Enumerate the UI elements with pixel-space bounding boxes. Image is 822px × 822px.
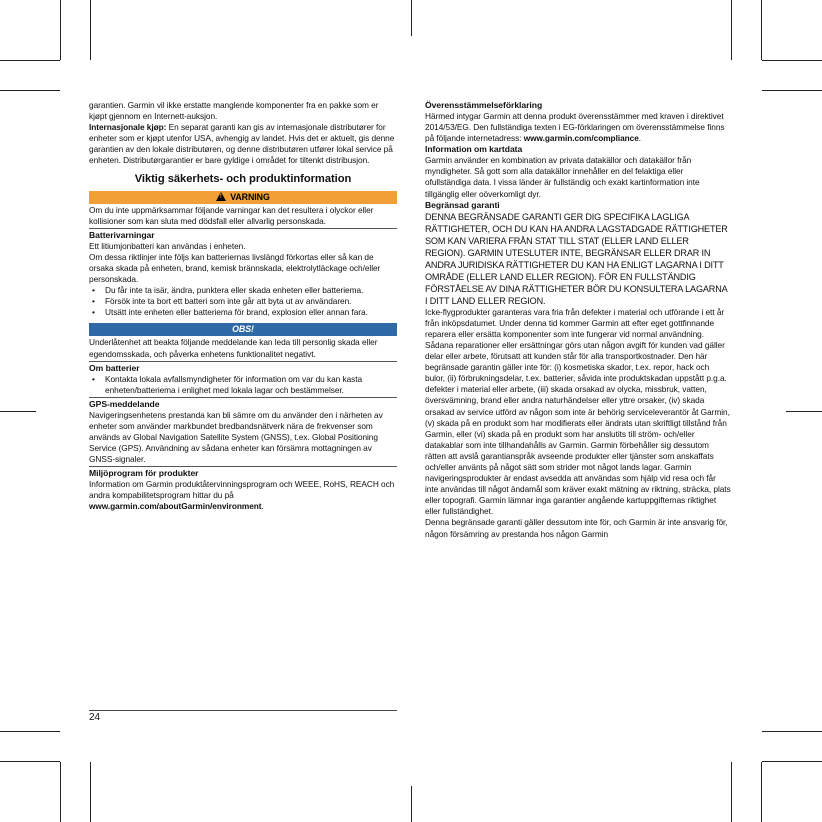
crop-mark (0, 761, 60, 762)
left-column (89, 100, 397, 513)
environment-section (89, 466, 397, 512)
international-purchases (89, 122, 397, 166)
footer-rule (89, 710, 397, 711)
about-batteries-title: Om batterier (89, 362, 140, 373)
crop-mark (0, 411, 36, 412)
conformity-end: . (638, 133, 642, 144)
crop-mark (411, 786, 412, 822)
warranty-intro: garantien. Garmin vil ikke erstatte manglende komponenter fra en pakke som er kjøpt gjennom en Internett-auksjon. (89, 100, 379, 122)
map-data-text: Garmin använder en kombination av privata datakällor och datakällor från myndigheter. Så gott som alla datakällor innehåller en del felaktiga eller ofullständiga data. I vissa länder är fullständig och exakt kartinformation inte tillgänglig eller oöverkomligt dyr. (425, 155, 700, 199)
gps-title: GPS-meddelande (89, 398, 160, 409)
crop-mark (0, 60, 60, 61)
limited-warranty-title: Begränsad garanti (425, 199, 500, 210)
crop-mark (761, 0, 762, 60)
crop-mark (90, 0, 91, 60)
crop-mark (762, 60, 822, 61)
list-item: • Du får inte ta isär, ändra, punktera eller skada enheten eller batteriema. (89, 285, 397, 296)
note-banner (89, 323, 397, 336)
conformity-link[interactable]: www.garmin.com/compliance (523, 133, 639, 144)
gps-text: Navigeringsenhetens prestanda kan bli sämre om du använder den i närheten av enheter som använder markbundet bredbandsnätverk nära de frekvenser som används av Global Navigation Satellite System (GNSS), t.ex. Global Positioning Service (GPS). Användning av sådana enheter kan försämra mottagningen av GNSS-signaler. (89, 409, 383, 465)
note-text: Underlåtenhet att beakta följande meddelande kan leda till personlig skada eller egendomsskada, och påverka enhetens funktionalitet negativt. (89, 337, 378, 359)
crop-mark (762, 90, 822, 91)
conformity-text (425, 111, 731, 144)
conformity-title: Överensstämmelseförklaring (425, 100, 543, 110)
batteries-list (89, 374, 397, 396)
note-label: OBS! (232, 324, 254, 335)
environment-body: Information om Garmin produktåtervinningsprogram och WEEE, RoHS, REACH och andra kompabilitetsprogram hittar du på (89, 479, 395, 501)
right-column (425, 100, 731, 540)
warning-text: Om du inte uppmärksammar följande varningar kan det resultera i olyckor eller kollisioner som kan sluta med dödsfall eller allvarlig personskada. (89, 204, 374, 226)
map-data-title: Information om kartdata (425, 144, 523, 155)
crop-mark (411, 0, 412, 36)
battery-p1: Ett litiumjonbatteri kan användas i enheten. (89, 240, 246, 251)
crop-mark (762, 761, 822, 762)
warning-triangle-icon (216, 192, 226, 201)
limited-warranty-p2: Denna begränsade garanti gäller dessutom inte för, och Garmin är inte ansvarig för, någon försämring av prestanda hos någon Garmin (425, 517, 728, 539)
environment-text (89, 479, 397, 512)
crop-mark (60, 762, 61, 822)
list-item: • Försök inte ta bort ett batteri som inte går att byta ut av användaren. (89, 296, 397, 307)
crop-mark (0, 90, 60, 91)
limited-warranty-uppercase: DENNA BEGRÄNSADE GARANTI GER DIG SPECIFIKA LAGLIGA RÄTTIGHETER, OCH DU KAN HA ANDRA LAGSTADGADE RÄTTIGHETER SOM KAN VARIERA FRÅN STAT TILL STAT (ELLER LAND ELLER REGION). GARMIN UTESLUTER INTE, BEGRÄNSAR ELLER DRAR IN ANDRA JURIDISKA RÄTTIGHETER DU KAN HA ENLIGT LAGARNA I DITT OMRÅDE (ELLER LAND ELLER REGION). FÖR EN FULLSTÄNDIG FÖRSTÅELSE AV DINA RÄTTIGHETER BÖR DU KONSULTERA LAGARNA I DITT LAND ELLER REGION. (425, 211, 728, 306)
crop-mark (762, 731, 822, 732)
crop-mark (90, 762, 91, 822)
warning-label: VARNING (230, 191, 270, 202)
crop-mark (786, 411, 822, 412)
crop-mark (761, 762, 762, 822)
warning-banner (89, 191, 397, 204)
list-item: • Utsätt inte enheten eller batteriema för brand, explosion eller annan fara. (89, 307, 397, 318)
battery-warnings-section (89, 228, 397, 319)
environment-end: . (261, 501, 264, 512)
about-batteries-section (89, 361, 397, 396)
battery-warnings-title: Batterivarningar (89, 229, 155, 240)
international-label: Internasjonale kjøp: (89, 122, 167, 133)
list-item: • Kontakta lokala avfallsmyndigheter för information om var du kan kasta enheten/batteriema i enlighet med lokala lagar och bestämmelser. (89, 374, 397, 396)
gps-section (89, 397, 397, 465)
international-text: En separat garanti kan gis av internasjonale distributører for enheter som er kjøpt utenfor USA, avhengig av landet. Hvis det er aktuelt, gis denne garantien av den lokale distributøren, og denne distributøren utfører lokal service på enheten. Distributørgarantier er bare gyldige i området for tiltenkt distribusjon. (89, 122, 395, 166)
battery-p2: Om dessa riktlinjer inte följs kan batteriernas livslängd förkortas eller så kan de orsaka skada på enheten, brand, kemisk brännskada, elektrolytläckage och/eller personskada. (89, 251, 381, 285)
conformity-body: Härmed intygar Garmin att denna produkt överensstämmer med kraven i direktivet 2014/53/EG. Den fullständiga texten i EG-förklaringen om överensstämmelse finns på följande internetadress: (425, 111, 725, 144)
environment-title: Miljöprogram för produkter (89, 468, 199, 479)
battery-list (89, 285, 397, 318)
crop-mark (60, 0, 61, 60)
crop-mark (731, 762, 732, 822)
page-number: 24 (89, 712, 101, 723)
section-title: Viktig säkerhets- och produktinformation (134, 172, 352, 185)
crop-mark (0, 731, 60, 732)
crop-mark (731, 0, 732, 60)
limited-warranty-p1: Icke-flygprodukter garanteras vara fria från defekter i material och utförande i ett år från inköpsdatumet. Under denna tid kommer Garmin att efter eget gottfinnande reparera eller ersätta komponenter som inte fungerar vid normal användning. Sådana reparationer eller ersättningar görs utan någon avgift för kunden vad gäller delar eller arbete, förutsatt att kunden står för alla transportkostnader. Den här begränsade garantin gäller inte för: (i) kosmetiska skador, t.ex. repor, hack och bulor, (ii) förbrukningsdelar, t.ex. batterier, såvida inte produktskadan uppstått p.g.a. defekter i material eller arbete, (iii) skada orsakad av olycka, missbruk, vatten, översvämning, brand eller andra naturhändelser eller yttre orsaker, (iv) skada orsakad av service utförd av någon som inte är behörig serviceleverantör åt Garmin, (v) skada på en produkt som har modifierats eller ändrats utan skriftligt tillstånd från Garmin, eller (vi) skada på en produkt som har anslutits till ström- och/eller datakablar som inte tillhandahålls av Garmin. Garmin förbehåller sig dessutom rätten att avslå garantianspråk avseende produkter eller tjänster som anskaffats och/eller använts på något sätt som strider mot något lands lagar. Garmin navigeringsprodukter är endast avsedda att användas som hjälp vid resa och får inte användas till något ändamål som kräver exakt mätning av riktning, sträcka, plats eller topografi. Garmin lämnar inga garantier angående kartuppgifternas riktighet eller fullständighet. (425, 306, 731, 517)
environment-link[interactable]: www.garmin.com/aboutGarmin/environment (89, 501, 262, 512)
